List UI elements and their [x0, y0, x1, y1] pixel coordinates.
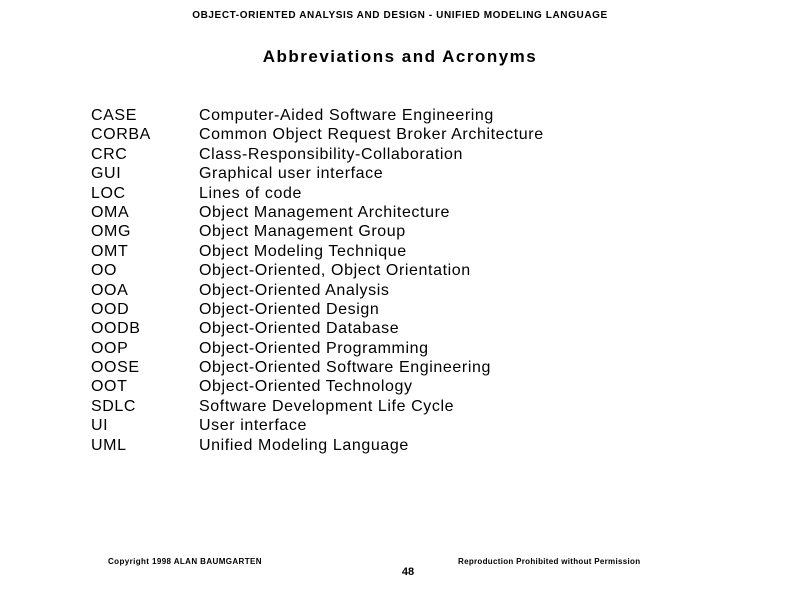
list-item [91, 417, 544, 436]
definition: Object-Oriented Analysis [199, 281, 390, 299]
list-item [91, 126, 544, 145]
definition: Lines of code [199, 184, 302, 202]
abbreviation: LOC [91, 184, 126, 202]
abbreviation: OMT [91, 242, 129, 260]
abbreviation: OMA [91, 203, 130, 221]
definition: Software Development Life Cycle [199, 397, 455, 415]
abbreviation: CORBA [91, 126, 151, 144]
definition: Graphical user interface [199, 165, 384, 183]
page-number: 48 [401, 566, 415, 578]
abbreviation: OOSE [91, 359, 140, 377]
definition: Object-Oriented Database [199, 320, 400, 338]
list-item [91, 146, 544, 165]
list-item [91, 359, 544, 378]
abbreviation: OOA [91, 281, 129, 299]
reproduction-notice: Reproduction Prohibited without Permission [458, 557, 641, 566]
list-item [91, 165, 544, 184]
definition: Object Modeling Technique [199, 242, 407, 260]
definition: Object-Oriented, Object Orientation [199, 262, 471, 280]
abbreviation: OOT [91, 378, 128, 396]
definition: Object-Oriented Technology [199, 378, 413, 396]
abbreviation: CASE [91, 107, 137, 124]
definition: Object-Oriented Software Engineering [199, 359, 491, 377]
abbreviation: OOP [91, 339, 129, 357]
definition: User interface [199, 417, 307, 435]
acronym-list [91, 107, 544, 456]
list-item [91, 223, 544, 242]
list-item [91, 204, 544, 223]
abbreviation: OODB [91, 320, 141, 338]
running-header: OBJECT-ORIENTED ANALYSIS AND DESIGN - UNIFIED MODELING LANGUAGE [192, 10, 608, 21]
definition: Object Management Group [199, 223, 406, 241]
abbreviation: OMG [91, 223, 132, 241]
list-item [91, 398, 544, 417]
abbreviation: SDLC [91, 397, 137, 415]
copyright-notice: Copyright 1998 ALAN BAUMGARTEN [108, 557, 262, 566]
page-title: Abbreviations and Acronyms [262, 47, 538, 66]
definition: Object Management Architecture [199, 203, 451, 221]
list-item [91, 378, 544, 397]
list-item [91, 107, 544, 126]
abbreviation: CRC [91, 145, 128, 163]
list-item [91, 320, 544, 339]
list-item [91, 262, 544, 281]
definition: Object-Oriented Design [199, 300, 380, 318]
abbreviation: UI [91, 417, 109, 435]
list-item [91, 301, 544, 320]
list-item [91, 185, 544, 204]
list-item [91, 282, 544, 301]
definition: Unified Modeling Language [199, 436, 409, 454]
abbreviation: UML [91, 436, 127, 454]
list-item [91, 340, 544, 359]
definition: Computer-Aided Software Engineering [199, 107, 494, 124]
definition: Common Object Request Broker Architecture [199, 126, 544, 144]
definition: Class-Responsibility-Collaboration [199, 145, 464, 163]
list-item [91, 437, 544, 456]
abbreviation: OOD [91, 300, 130, 318]
list-item [91, 243, 544, 262]
abbreviation: GUI [91, 165, 122, 183]
abbreviation: OO [91, 262, 118, 280]
definition: Object-Oriented Programming [199, 339, 429, 357]
